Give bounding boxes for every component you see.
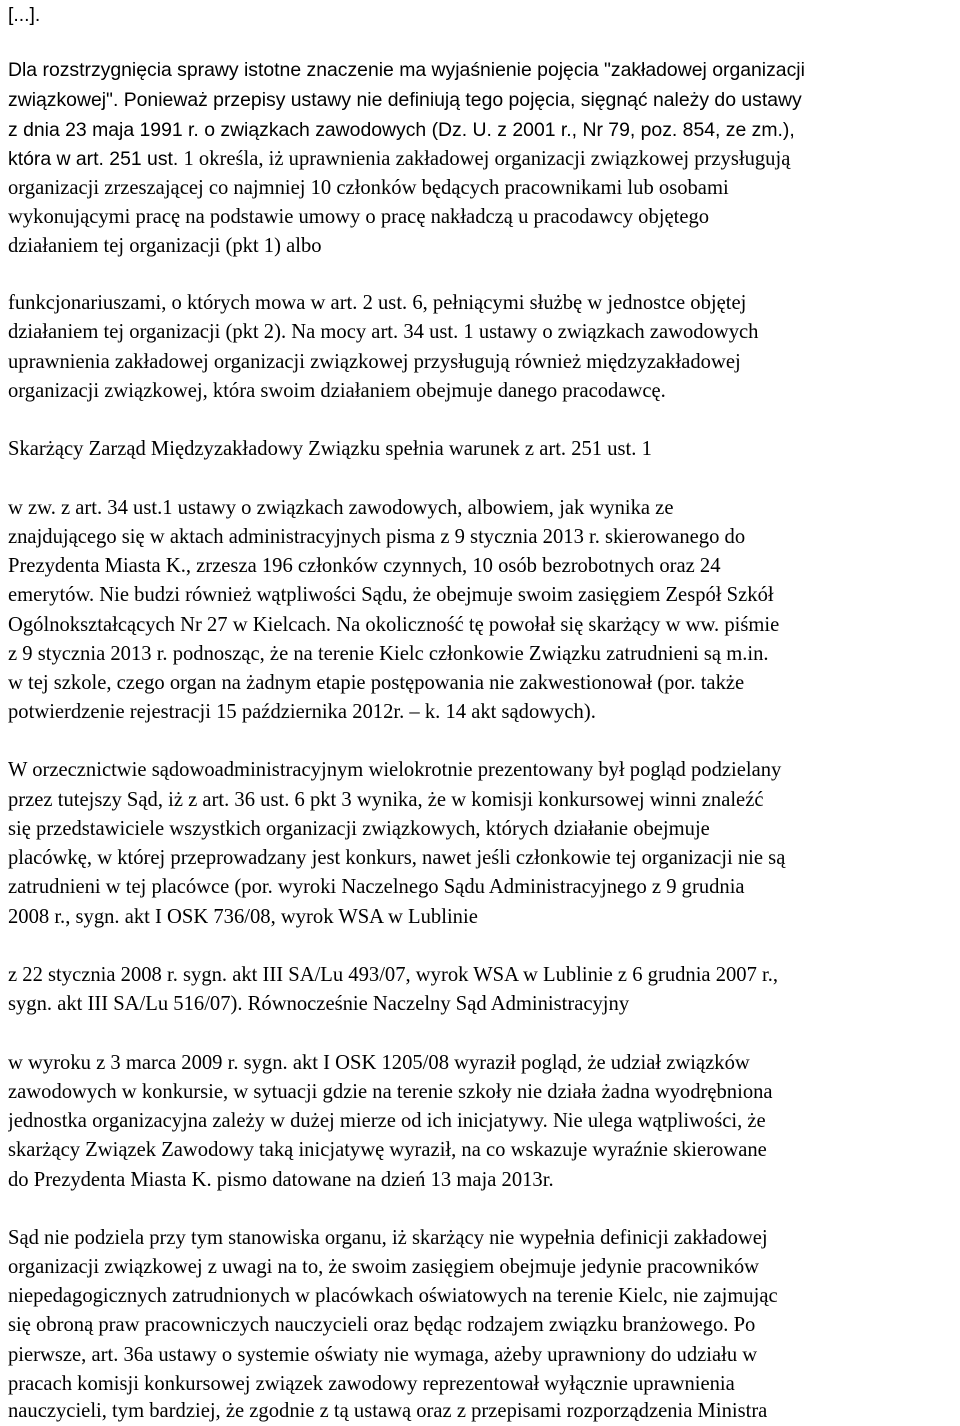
text-line: działaniem tej organizacji (pkt 2). Na mocy art. 34 ust. 1 ustawy o związkach zawodowych [8,321,759,343]
text-line: w zw. z art. 34 ust.1 ustawy o związkach zawodowych, albowiem, jak wynika ze [8,497,674,519]
text-line: z dnia 23 maja 1991 r. o związkach zawodowych (Dz. U. z 2001 r., Nr 79, poz. 854, ze zm.), [8,119,795,141]
text-line: organizacji związkowej, która swoim działaniem obejmuje danego pracodawcę. [8,380,666,402]
text-line: Prezydenta Miasta K., zrzesza 196 członków czynnych, 10 osób bezrobotnych oraz 24 [8,555,721,577]
text-line: się obroną praw pracowniczych nauczycieli oraz będąc rodzajem związku branżowego. Po [8,1314,756,1336]
text-line: niepedagogicznych zatrudnionych w placówkach oświatowych na terenie Kielc, nie zajmując [8,1285,778,1307]
text-line: skarżący Związek Zawodowy taką inicjatywę wyraził, na co wskazuje wyraźnie skierowane [8,1139,767,1161]
text-line: działaniem tej organizacji (pkt 1) albo [8,235,322,257]
text-line: Ogólnokształcących Nr 27 w Kielcach. Na okoliczność tę powołał się skarżący w ww. piśmie [8,614,780,636]
text-line: organizacji zrzeszającej co najmniej 10 członków będących pracownikami lub osobami [8,177,729,199]
text-line: pierwsze, art. 36a ustawy o systemie oświaty nie wymaga, ażeby uprawniony do udziału w [8,1344,758,1366]
text-line: [...]. [8,4,41,26]
text-line: jednostka organizacyjna zależy w dużej mierze od ich inicjatywy. Nie ulega wątpliwości, że [8,1110,766,1132]
text-line: emerytów. Nie budzi również wątpliwości Sądu, że obejmuje swoim zasięgiem Zespół Szkół [8,584,774,606]
text-line: 2008 r., sygn. akt I OSK 736/08, wyrok WSA w Lublinie [8,906,478,928]
text-line: z 22 stycznia 2008 r. sygn. akt III SA/Lu 493/07, wyrok WSA w Lublinie z 6 grudnia 2007 r., [8,964,779,986]
text-line: potwierdzenie rejestracji 15 października 2012r. – k. 14 akt sądowych). [8,701,596,723]
text-line: z 9 stycznia 2013 r. podnosząc, że na terenie Kielc członkowie Związku zatrudnieni są m.in. [8,643,769,665]
text-line: Sąd nie podziela przy tym stanowiska organu, iż skarżący nie wypełnia definicji zakładowej [8,1227,768,1249]
text-line: przez tutejszy Sąd, iż z art. 36 ust. 6 pkt 3 wynika, że w komisji konkursowej winni znaleźć [8,789,764,811]
text-line: znajdującego się w aktach administracyjnych pisma z 9 stycznia 2013 r. skierowanego do [8,526,746,548]
text-line: placówkę, w której przeprowadzany jest konkurs, nawet jeśli członkowie tej organizacji nie są [8,847,786,869]
text-line: nauczycieli, tym bardziej, że zgodnie z tą ustawą oraz z przepisami rozporządzenia Ministra [8,1400,768,1422]
text-line: zatrudnieni w tej placówce (por. wyroki Naczelnego Sądu Administracyjnego z 9 grudnia [8,876,745,898]
text-segment: która w art. 251 ust. [8,148,179,170]
text-line: wykonującymi pracę na podstawie umowy o pracę nakładczą u pracodawcy objętego [8,206,710,228]
text-line: W orzecznictwie sądowoadministracyjnym wielokrotnie prezentowany był pogląd podzielany [8,759,782,781]
text-line: w wyroku z 3 marca 2009 r. sygn. akt I OSK 1205/08 wyraził pogląd, że udział związków [8,1052,750,1074]
text-line [8,144,956,174]
text-line: w tej szkole, czego organ na żadnym etapie postępowania nie zakwestionował (por. także [8,672,745,694]
text-line: organizacji związkowej z uwagi na to, że swoim zasięgiem obejmuje jedynie pracowników [8,1256,760,1278]
text-line: uprawnienia zakładowej organizacji związkowej przysługują również międzyzakładowej [8,351,741,373]
text-line: pracach komisji konkursowej związek zawodowy reprezentował wyłącznie uprawnienia [8,1373,735,1395]
text-line: do Prezydenta Miasta K. pismo datowane na dzień 13 maja 2013r. [8,1169,554,1191]
text-line: Dla rozstrzygnięcia sprawy istotne znaczenie ma wyjaśnienie pojęcia "zakładowej organizacji [8,59,805,81]
text-line: Skarżący Zarząd Międzyzakładowy Związku spełnia warunek z art. 251 ust. 1 [8,438,652,460]
text-line: funkcjonariuszami, o których mowa w art. 2 ust. 6, pełniącymi służbę w jednostce objętej [8,292,747,314]
text-line: sygn. akt III SA/Lu 516/07). Równocześnie Naczelny Sąd Administracyjny [8,993,630,1015]
text-line: zawodowych w konkursie, w sytuacji gdzie na terenie szkoły nie działa żadna wyodrębniona [8,1081,773,1103]
text-line: się przedstawiciele wszystkich organizacji związkowych, których działanie obejmuje [8,818,710,840]
text-line: związkowej". Ponieważ przepisy ustawy nie definiują tego pojęcia, sięgnąć należy do ustawy [8,89,802,111]
text-segment: 1 określa, iż uprawnienia zakładowej organizacji związkowej przysługują [178,148,791,170]
